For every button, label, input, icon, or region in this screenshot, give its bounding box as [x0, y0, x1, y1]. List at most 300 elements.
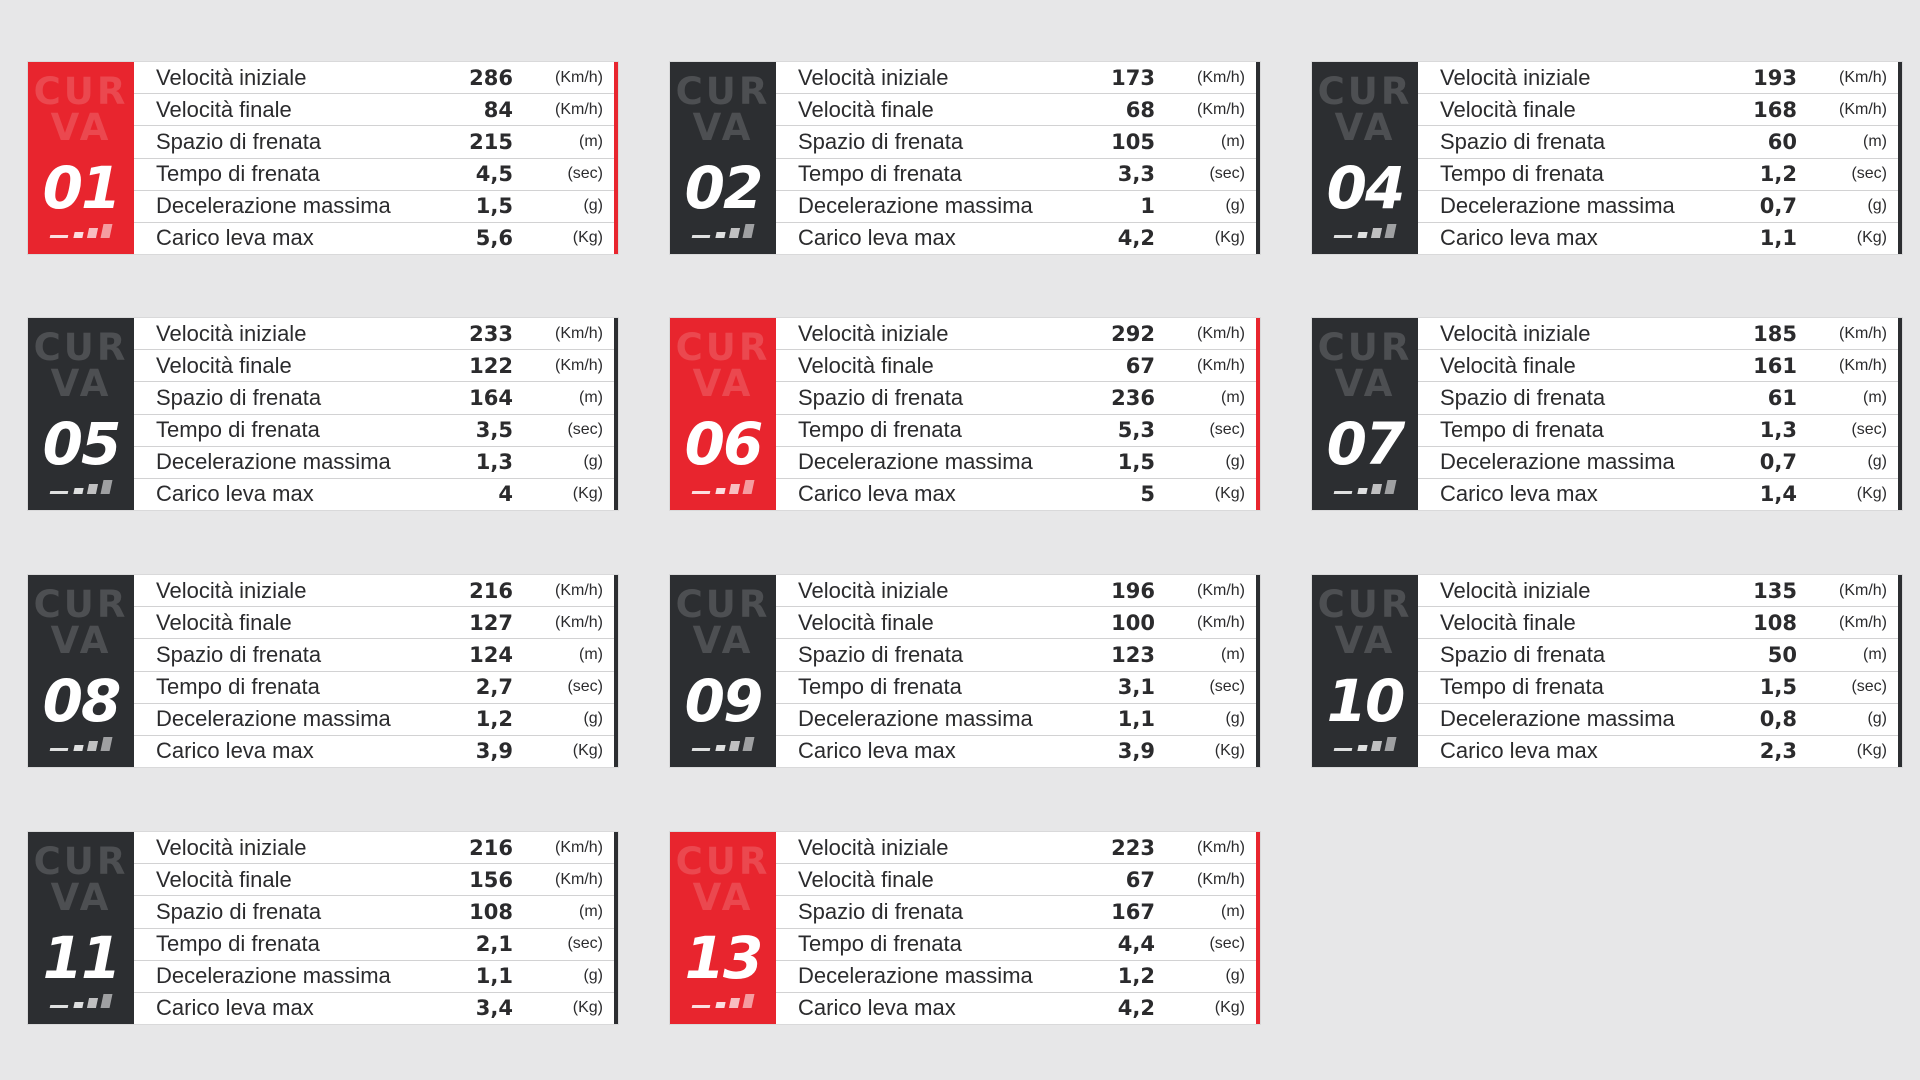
stat-unit: (Km/h)	[1197, 100, 1245, 118]
stat-unit: (g)	[1225, 710, 1245, 728]
curva-card	[28, 575, 618, 767]
curva-word: CUR VA	[1317, 326, 1413, 405]
stat-unit: (Kg)	[1214, 485, 1245, 503]
stats-table	[134, 832, 618, 1024]
stat-row	[134, 639, 614, 671]
stat-label: Velocità iniziale	[798, 834, 949, 860]
stat-label: Spazio di frenata	[1440, 128, 1606, 154]
stat-value: 5,3	[1117, 418, 1155, 443]
stat-label: Velocità finale	[798, 352, 934, 378]
stat-row	[134, 896, 614, 928]
stat-value: 108	[469, 899, 513, 924]
curva-card	[670, 832, 1260, 1024]
stat-value: 215	[469, 129, 513, 154]
stat-label: Tempo di frenata	[798, 931, 962, 957]
stat-label: Velocità iniziale	[798, 320, 949, 346]
curva-number: 08	[42, 667, 120, 735]
curva-word: CUR VA	[1317, 583, 1413, 662]
stat-unit: (sec)	[1209, 165, 1245, 183]
stat-unit: (Km/h)	[1197, 870, 1245, 888]
stat-unit: (g)	[583, 967, 603, 985]
stat-value: 135	[1753, 578, 1797, 603]
signal-bars-icon	[50, 737, 114, 751]
stat-row	[134, 479, 614, 510]
stat-value: 122	[469, 353, 513, 378]
stats-table	[776, 62, 1260, 254]
stat-label: Velocità finale	[156, 352, 292, 378]
stat-label: Velocità iniziale	[798, 577, 949, 603]
stat-row	[1418, 575, 1898, 607]
stat-label: Velocità iniziale	[1440, 320, 1591, 346]
signal-bars-icon	[50, 480, 114, 494]
stat-label: Carico leva max	[156, 995, 314, 1021]
curva-card	[28, 318, 618, 510]
stat-label: Carico leva max	[156, 225, 314, 251]
curva-number: 10	[1326, 667, 1404, 735]
curva-card	[28, 62, 618, 254]
stat-unit: (Km/h)	[555, 100, 603, 118]
stat-row	[1418, 350, 1898, 382]
stat-row	[776, 350, 1256, 382]
stat-unit: (Kg)	[1214, 999, 1245, 1017]
stat-unit: (Km/h)	[555, 581, 603, 599]
stat-row	[134, 575, 614, 607]
stat-row	[134, 62, 614, 94]
stat-value: 3,4	[475, 996, 513, 1021]
stat-row	[776, 639, 1256, 671]
stats-table	[134, 318, 618, 510]
stat-row	[134, 318, 614, 350]
stat-unit: (m)	[579, 388, 603, 406]
stat-unit: (sec)	[567, 165, 603, 183]
stat-label: Decelerazione massima	[798, 193, 1033, 219]
stat-label: Tempo di frenata	[798, 674, 962, 700]
curva-word: CUR VA	[675, 70, 771, 149]
stat-row	[776, 607, 1256, 639]
stat-label: Velocità iniziale	[1440, 64, 1591, 90]
stat-value: 1,3	[475, 450, 513, 475]
stat-unit: (Km/h)	[1197, 581, 1245, 599]
stat-row	[1418, 607, 1898, 639]
stat-row	[1418, 736, 1898, 767]
curva-word: CUR VA	[1317, 70, 1413, 149]
stat-label: Carico leva max	[156, 738, 314, 764]
stat-value: 2,1	[475, 932, 513, 957]
curva-number: 01	[42, 154, 120, 222]
curva-card	[1312, 62, 1902, 254]
stat-value: 185	[1753, 321, 1797, 346]
stat-label: Velocità finale	[1440, 352, 1576, 378]
stat-row	[134, 736, 614, 767]
stat-value: 2,7	[475, 675, 513, 700]
stat-unit: (Km/h)	[1839, 100, 1887, 118]
stat-unit: (m)	[1863, 388, 1887, 406]
stat-row	[1418, 126, 1898, 158]
stat-label: Tempo di frenata	[798, 417, 962, 443]
stat-value: 216	[469, 578, 513, 603]
curva-badge	[28, 832, 134, 1024]
stat-unit: (Km/h)	[1839, 356, 1887, 374]
stat-label: Tempo di frenata	[156, 674, 320, 700]
stat-label: Decelerazione massima	[1440, 706, 1675, 732]
stat-label: Spazio di frenata	[798, 641, 964, 667]
stat-label: Carico leva max	[798, 481, 956, 507]
curva-badge	[670, 575, 776, 767]
stat-value: 60	[1767, 129, 1797, 154]
stat-label: Tempo di frenata	[1440, 417, 1604, 443]
stat-row	[1418, 479, 1898, 510]
stat-row	[1418, 159, 1898, 191]
stat-value: 67	[1125, 353, 1155, 378]
stat-unit: (Km/h)	[1197, 356, 1245, 374]
stat-unit: (m)	[579, 902, 603, 920]
curva-number: 05	[42, 410, 120, 478]
curva-number: 02	[684, 154, 762, 222]
curva-card	[670, 62, 1260, 254]
stat-row	[776, 832, 1256, 864]
curva-word: CUR VA	[675, 840, 771, 919]
stat-unit: (m)	[1221, 388, 1245, 406]
stat-row	[776, 318, 1256, 350]
stat-unit: (g)	[1225, 967, 1245, 985]
stat-value: 1	[1140, 194, 1155, 219]
stat-value: 108	[1753, 610, 1797, 635]
stat-value: 173	[1111, 65, 1155, 90]
stat-unit: (m)	[1221, 645, 1245, 663]
stat-row	[776, 575, 1256, 607]
stat-unit: (Km/h)	[555, 68, 603, 86]
curva-card	[670, 575, 1260, 767]
stat-value: 1,4	[1759, 482, 1797, 507]
stat-unit: (Kg)	[572, 485, 603, 503]
stat-value: 164	[469, 385, 513, 410]
signal-bars-icon	[692, 480, 756, 494]
stat-unit: (Kg)	[1856, 485, 1887, 503]
stat-value: 156	[469, 867, 513, 892]
curva-badge	[28, 62, 134, 254]
stat-value: 4	[498, 482, 513, 507]
signal-bars-icon	[692, 994, 756, 1008]
stat-row	[776, 223, 1256, 254]
stat-row	[134, 350, 614, 382]
curva-card	[670, 318, 1260, 510]
stat-value: 3,5	[475, 418, 513, 443]
stat-value: 223	[1111, 835, 1155, 860]
curva-word: CUR VA	[675, 583, 771, 662]
curva-badge	[670, 318, 776, 510]
stat-label: Velocità finale	[798, 96, 934, 122]
stat-value: 2,3	[1759, 739, 1797, 764]
stat-row	[776, 896, 1256, 928]
stat-value: 1,5	[475, 194, 513, 219]
stat-unit: (m)	[1863, 132, 1887, 150]
stat-value: 292	[1111, 321, 1155, 346]
stats-table	[776, 318, 1260, 510]
stat-value: 1,1	[1117, 707, 1155, 732]
stat-label: Tempo di frenata	[156, 417, 320, 443]
stat-row	[776, 126, 1256, 158]
stat-row	[776, 479, 1256, 510]
signal-bars-icon	[1334, 480, 1398, 494]
stat-value: 3,9	[1117, 739, 1155, 764]
stat-label: Decelerazione massima	[156, 193, 391, 219]
stat-value: 193	[1753, 65, 1797, 90]
stat-unit: (Km/h)	[1197, 68, 1245, 86]
curva-card	[1312, 318, 1902, 510]
stat-value: 1,3	[1759, 418, 1797, 443]
stat-row	[134, 961, 614, 993]
curva-word: CUR VA	[33, 583, 129, 662]
stat-unit: (sec)	[1209, 678, 1245, 696]
stat-value: 0,7	[1759, 194, 1797, 219]
stat-unit: (sec)	[1209, 421, 1245, 439]
stat-unit: (sec)	[1851, 421, 1887, 439]
curva-number: 13	[684, 924, 762, 992]
curva-badge	[1312, 62, 1418, 254]
stat-label: Carico leva max	[798, 225, 956, 251]
stat-unit: (g)	[1225, 453, 1245, 471]
stat-value: 123	[1111, 642, 1155, 667]
stat-label: Decelerazione massima	[798, 706, 1033, 732]
stat-row	[1418, 62, 1898, 94]
stat-label: Tempo di frenata	[1440, 674, 1604, 700]
stat-label: Spazio di frenata	[156, 898, 322, 924]
stat-label: Decelerazione massima	[1440, 193, 1675, 219]
stat-row	[776, 382, 1256, 414]
stat-value: 4,5	[475, 162, 513, 187]
stat-unit: (Km/h)	[555, 870, 603, 888]
stat-unit: (Kg)	[572, 229, 603, 247]
stat-label: Velocità finale	[156, 96, 292, 122]
stat-value: 4,2	[1117, 226, 1155, 251]
curva-badge	[1312, 318, 1418, 510]
stat-row	[776, 704, 1256, 736]
stat-row	[134, 382, 614, 414]
stat-unit: (m)	[579, 132, 603, 150]
stat-unit: (Km/h)	[1197, 838, 1245, 856]
curva-number: 06	[684, 410, 762, 478]
signal-bars-icon	[50, 994, 114, 1008]
curva-card	[1312, 575, 1902, 767]
stat-label: Spazio di frenata	[798, 898, 964, 924]
stat-unit: (Km/h)	[555, 613, 603, 631]
stat-row	[1418, 94, 1898, 126]
stat-row	[134, 126, 614, 158]
curva-badge	[670, 62, 776, 254]
stats-table	[1418, 318, 1902, 510]
curva-badge	[28, 318, 134, 510]
stat-label: Carico leva max	[798, 995, 956, 1021]
curva-badge	[670, 832, 776, 1024]
stat-row	[1418, 704, 1898, 736]
curva-word: CUR VA	[33, 840, 129, 919]
stat-unit: (g)	[583, 197, 603, 215]
stat-unit: (m)	[1221, 902, 1245, 920]
stat-unit: (Kg)	[1214, 742, 1245, 760]
stat-unit: (g)	[583, 453, 603, 471]
stat-label: Velocità iniziale	[156, 577, 307, 603]
stat-unit: (Km/h)	[1839, 613, 1887, 631]
stat-label: Velocità finale	[1440, 96, 1576, 122]
stat-unit: (sec)	[1851, 678, 1887, 696]
stat-label: Spazio di frenata	[798, 384, 964, 410]
stat-unit: (Kg)	[1214, 229, 1245, 247]
stat-unit: (sec)	[567, 935, 603, 953]
stat-value: 3,9	[475, 739, 513, 764]
stats-table	[134, 575, 618, 767]
stat-row	[776, 191, 1256, 223]
stat-row	[1418, 672, 1898, 704]
stat-row	[134, 993, 614, 1024]
stat-value: 0,8	[1759, 707, 1797, 732]
stat-label: Tempo di frenata	[156, 931, 320, 957]
stat-value: 0,7	[1759, 450, 1797, 475]
stat-value: 127	[469, 610, 513, 635]
stat-label: Decelerazione massima	[156, 963, 391, 989]
stat-row	[1418, 382, 1898, 414]
stat-row	[134, 607, 614, 639]
stat-row	[134, 929, 614, 961]
stat-label: Carico leva max	[156, 481, 314, 507]
stat-value: 61	[1767, 385, 1797, 410]
stat-unit: (sec)	[567, 421, 603, 439]
stat-unit: (Km/h)	[1197, 613, 1245, 631]
stat-label: Decelerazione massima	[156, 449, 391, 475]
stat-value: 100	[1111, 610, 1155, 635]
stat-row	[134, 415, 614, 447]
stat-value: 3,1	[1117, 675, 1155, 700]
stat-value: 236	[1111, 385, 1155, 410]
stat-row	[776, 415, 1256, 447]
stat-row	[1418, 447, 1898, 479]
stat-row	[1418, 318, 1898, 350]
stat-label: Velocità iniziale	[1440, 577, 1591, 603]
stat-label: Velocità iniziale	[156, 64, 307, 90]
stat-label: Tempo di frenata	[798, 161, 962, 187]
stat-value: 161	[1753, 353, 1797, 378]
stat-row	[776, 736, 1256, 767]
stat-row	[134, 223, 614, 254]
stat-value: 167	[1111, 899, 1155, 924]
stat-label: Velocità iniziale	[156, 320, 307, 346]
stat-value: 1,1	[1759, 226, 1797, 251]
stat-unit: (sec)	[1209, 935, 1245, 953]
stat-label: Carico leva max	[1440, 481, 1598, 507]
stat-unit: (Km/h)	[555, 838, 603, 856]
stat-unit: (g)	[1867, 197, 1887, 215]
stat-value: 67	[1125, 867, 1155, 892]
stat-unit: (sec)	[1851, 165, 1887, 183]
stat-value: 1,2	[475, 707, 513, 732]
signal-bars-icon	[50, 224, 114, 238]
stat-label: Carico leva max	[1440, 738, 1598, 764]
stat-row	[776, 993, 1256, 1024]
stat-value: 196	[1111, 578, 1155, 603]
stat-row	[776, 864, 1256, 896]
stat-row	[776, 159, 1256, 191]
stats-table	[1418, 62, 1902, 254]
signal-bars-icon	[692, 737, 756, 751]
stat-row	[134, 191, 614, 223]
stat-label: Velocità finale	[1440, 609, 1576, 635]
stat-value: 216	[469, 835, 513, 860]
stat-label: Velocità finale	[798, 609, 934, 635]
curva-word: CUR VA	[33, 326, 129, 405]
stat-row	[776, 62, 1256, 94]
stat-value: 1,2	[1117, 964, 1155, 989]
stat-unit: (Km/h)	[1839, 68, 1887, 86]
stat-label: Velocità finale	[156, 609, 292, 635]
stat-unit: (Km/h)	[1839, 324, 1887, 342]
stat-label: Velocità iniziale	[798, 64, 949, 90]
stat-value: 5	[1140, 482, 1155, 507]
stat-label: Spazio di frenata	[156, 384, 322, 410]
stat-value: 1,2	[1759, 162, 1797, 187]
stat-row	[776, 447, 1256, 479]
stat-value: 1,5	[1759, 675, 1797, 700]
curva-word: CUR VA	[33, 70, 129, 149]
stat-value: 84	[483, 97, 513, 122]
stat-row	[1418, 415, 1898, 447]
stat-label: Decelerazione massima	[798, 449, 1033, 475]
stat-value: 4,4	[1117, 932, 1155, 957]
stat-label: Tempo di frenata	[1440, 161, 1604, 187]
stat-row	[776, 929, 1256, 961]
stat-unit: (m)	[1863, 645, 1887, 663]
stat-row	[776, 961, 1256, 993]
stat-label: Carico leva max	[1440, 225, 1598, 251]
stats-table	[776, 832, 1260, 1024]
stat-value: 168	[1753, 97, 1797, 122]
stat-unit: (m)	[579, 645, 603, 663]
signal-bars-icon	[1334, 224, 1398, 238]
stat-unit: (Kg)	[1856, 229, 1887, 247]
stat-row	[134, 864, 614, 896]
stat-unit: (Kg)	[572, 742, 603, 760]
curva-number: 11	[42, 924, 120, 992]
stats-table	[134, 62, 618, 254]
stat-unit: (g)	[583, 710, 603, 728]
stat-label: Decelerazione massima	[1440, 449, 1675, 475]
stat-value: 233	[469, 321, 513, 346]
curva-number: 09	[684, 667, 762, 735]
stat-label: Spazio di frenata	[1440, 384, 1606, 410]
curva-card	[28, 832, 618, 1024]
curva-number: 07	[1326, 410, 1404, 478]
stat-label: Decelerazione massima	[156, 706, 391, 732]
stat-row	[134, 94, 614, 126]
stat-unit: (Km/h)	[555, 324, 603, 342]
stat-label: Spazio di frenata	[156, 128, 322, 154]
curva-number: 04	[1326, 154, 1404, 222]
stat-row	[776, 672, 1256, 704]
stat-label: Spazio di frenata	[156, 641, 322, 667]
stat-label: Spazio di frenata	[1440, 641, 1606, 667]
stat-value: 50	[1767, 642, 1797, 667]
stat-row	[1418, 191, 1898, 223]
stat-value: 5,6	[475, 226, 513, 251]
stat-value: 1,5	[1117, 450, 1155, 475]
signal-bars-icon	[1334, 737, 1398, 751]
stat-value: 68	[1125, 97, 1155, 122]
stat-label: Decelerazione massima	[798, 963, 1033, 989]
stat-value: 105	[1111, 129, 1155, 154]
curva-badge	[1312, 575, 1418, 767]
stat-row	[134, 672, 614, 704]
stats-table	[776, 575, 1260, 767]
stat-unit: (m)	[1221, 132, 1245, 150]
stat-row	[134, 159, 614, 191]
